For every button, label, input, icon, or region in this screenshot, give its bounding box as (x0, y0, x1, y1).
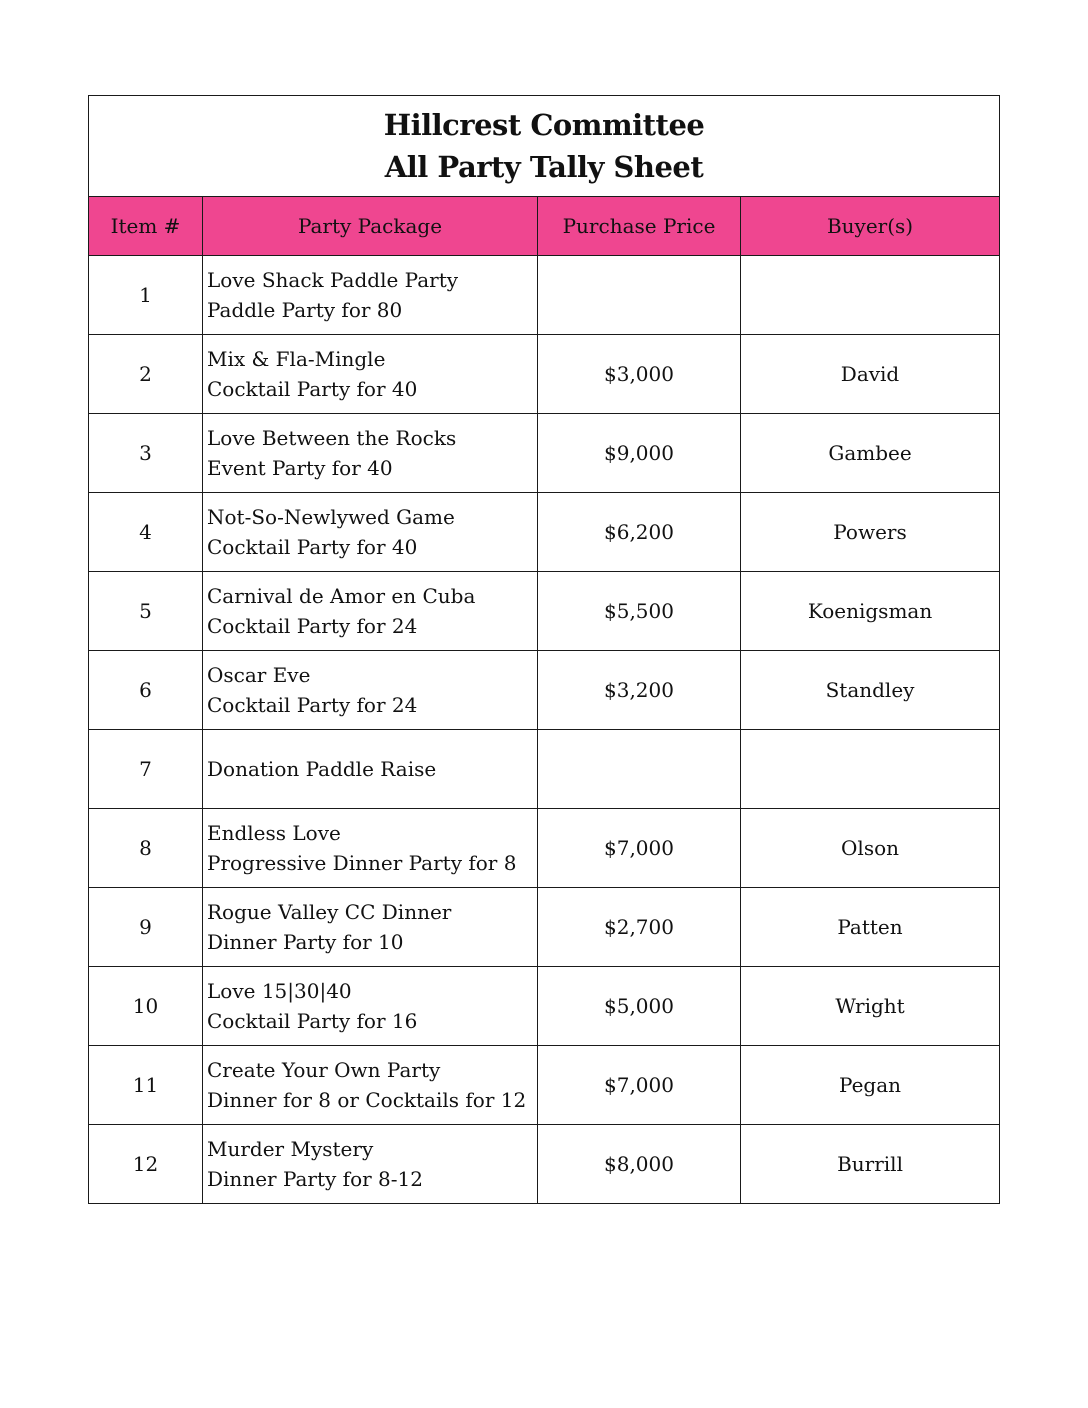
column-header-item: Item # (89, 197, 203, 256)
table-row (89, 572, 1000, 651)
party-package-cell (203, 493, 538, 572)
package-detail: Dinner Party for 8-12 (207, 1167, 423, 1191)
party-package-cell (203, 1125, 538, 1204)
package-name: Murder Mystery (207, 1137, 374, 1161)
table-row (89, 888, 1000, 967)
party-tally-table (88, 95, 1000, 1204)
sheet-title (89, 96, 1000, 197)
purchase-price-cell: $7,000 (538, 1046, 741, 1125)
purchase-price-cell: $5,000 (538, 967, 741, 1046)
table-row (89, 730, 1000, 809)
table-row (89, 335, 1000, 414)
party-package-cell (203, 256, 538, 335)
item-number-cell: 8 (89, 809, 203, 888)
party-package-cell (203, 809, 538, 888)
purchase-price-cell (538, 730, 741, 809)
buyer-cell: Pegan (741, 1046, 1000, 1125)
item-number-cell: 1 (89, 256, 203, 335)
item-number-cell: 3 (89, 414, 203, 493)
title-committee: Hillcrest Committee (383, 108, 705, 142)
column-header-buyer: Buyer(s) (741, 197, 1000, 256)
purchase-price-cell: $5,500 (538, 572, 741, 651)
buyer-cell: Gambee (741, 414, 1000, 493)
column-header-package: Party Package (203, 197, 538, 256)
item-number-cell: 10 (89, 967, 203, 1046)
buyer-cell: Koenigsman (741, 572, 1000, 651)
buyer-cell: Powers (741, 493, 1000, 572)
purchase-price-cell: $7,000 (538, 809, 741, 888)
package-name: Mix & Fla-Mingle (207, 347, 386, 371)
item-number-cell: 2 (89, 335, 203, 414)
party-package-cell (203, 572, 538, 651)
package-detail: Cocktail Party for 40 (207, 535, 418, 559)
package-detail: Dinner Party for 10 (207, 930, 404, 954)
buyer-cell: Burrill (741, 1125, 1000, 1204)
buyer-cell: Wright (741, 967, 1000, 1046)
package-detail: Progressive Dinner Party for 8 (207, 851, 517, 875)
party-package-cell (203, 651, 538, 730)
table-row (89, 256, 1000, 335)
purchase-price-cell: $3,200 (538, 651, 741, 730)
purchase-price-cell: $2,700 (538, 888, 741, 967)
package-detail: Paddle Party for 80 (207, 298, 403, 322)
party-package-cell (203, 335, 538, 414)
package-name: Rogue Valley CC Dinner (207, 900, 452, 924)
party-package-cell (203, 730, 538, 809)
package-name: Love 15|30|40 (207, 979, 352, 1003)
package-name: Donation Paddle Raise (207, 757, 437, 781)
purchase-price-cell (538, 256, 741, 335)
item-number-cell: 6 (89, 651, 203, 730)
buyer-cell: Standley (741, 651, 1000, 730)
column-header-price: Purchase Price (538, 197, 741, 256)
item-number-cell: 12 (89, 1125, 203, 1204)
package-detail: Cocktail Party for 24 (207, 614, 418, 638)
buyer-cell (741, 256, 1000, 335)
package-detail: Dinner for 8 or Cocktails for 12 (207, 1088, 527, 1112)
purchase-price-cell: $9,000 (538, 414, 741, 493)
package-detail: Cocktail Party for 16 (207, 1009, 418, 1033)
package-detail: Cocktail Party for 40 (207, 377, 418, 401)
item-number-cell: 11 (89, 1046, 203, 1125)
buyer-cell: David (741, 335, 1000, 414)
table-row (89, 967, 1000, 1046)
purchase-price-cell: $3,000 (538, 335, 741, 414)
table-row (89, 493, 1000, 572)
purchase-price-cell: $6,200 (538, 493, 741, 572)
table-row (89, 414, 1000, 493)
item-number-cell: 5 (89, 572, 203, 651)
buyer-cell: Olson (741, 809, 1000, 888)
purchase-price-cell: $8,000 (538, 1125, 741, 1204)
table-row (89, 651, 1000, 730)
package-name: Endless Love (207, 821, 341, 845)
item-number-cell: 4 (89, 493, 203, 572)
package-detail: Event Party for 40 (207, 456, 393, 480)
table-row (89, 809, 1000, 888)
package-name: Oscar Eve (207, 663, 311, 687)
party-package-cell (203, 967, 538, 1046)
party-package-cell (203, 888, 538, 967)
package-name: Love Shack Paddle Party (207, 268, 459, 292)
party-package-cell (203, 414, 538, 493)
package-name: Love Between the Rocks (207, 426, 457, 450)
party-package-cell (203, 1046, 538, 1125)
package-name: Create Your Own Party (207, 1058, 441, 1082)
table-header-row (89, 197, 1000, 256)
package-detail: Cocktail Party for 24 (207, 693, 418, 717)
title-sheet: All Party Tally Sheet (384, 150, 704, 184)
item-number-cell: 9 (89, 888, 203, 967)
package-name: Carnival de Amor en Cuba (207, 584, 476, 608)
buyer-cell (741, 730, 1000, 809)
table-row (89, 1046, 1000, 1125)
buyer-cell: Patten (741, 888, 1000, 967)
table-row (89, 1125, 1000, 1204)
package-name: Not-So-Newlywed Game (207, 505, 455, 529)
item-number-cell: 7 (89, 730, 203, 809)
